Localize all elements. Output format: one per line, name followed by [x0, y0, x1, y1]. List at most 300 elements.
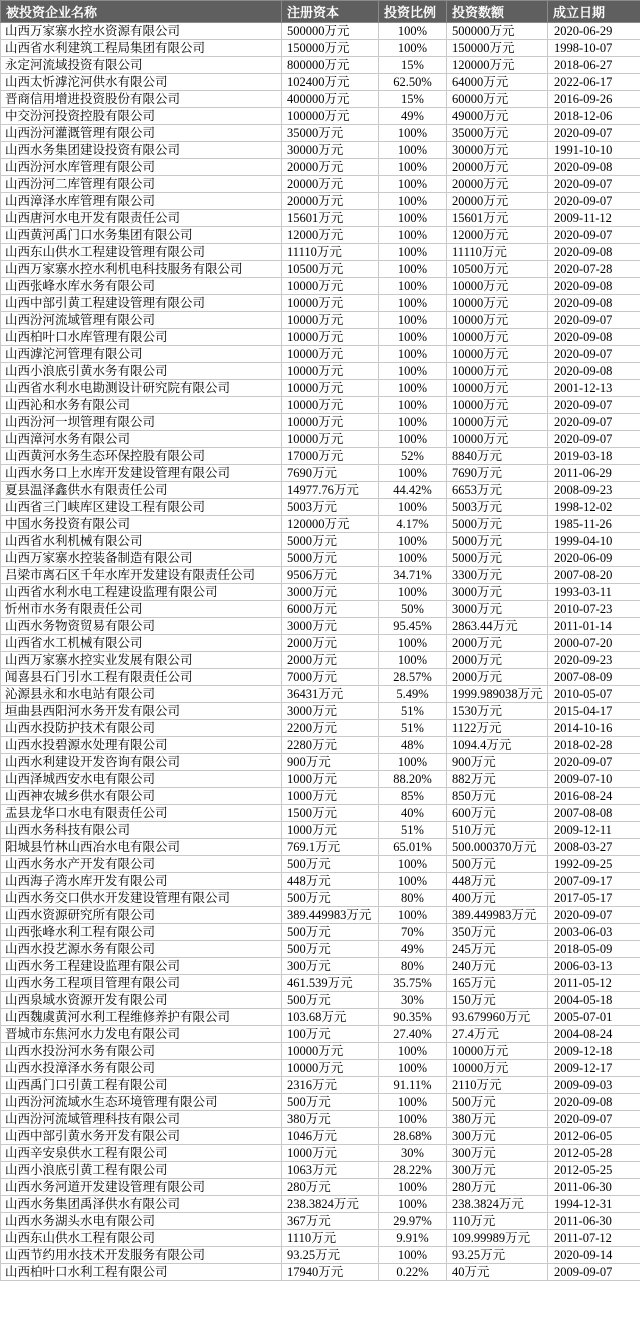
investment-ratio-cell: 28.68% — [379, 1128, 447, 1145]
registered-capital-cell: 2316万元 — [282, 1077, 379, 1094]
investment-amount-cell: 10000万元 — [447, 1060, 548, 1077]
investment-amount-cell: 10000万元 — [447, 380, 548, 397]
investment-amount-cell: 8840万元 — [447, 448, 548, 465]
established-date-cell: 2011-06-30 — [548, 1179, 640, 1196]
investment-ratio-cell: 100% — [379, 533, 447, 550]
established-date-cell: 2020-09-08 — [548, 159, 640, 176]
company-name-cell: 中交汾河投资控股有限公司 — [1, 108, 282, 125]
investment-amount-cell: 35000万元 — [447, 125, 548, 142]
table-row — [1, 1009, 640, 1026]
table-row — [1, 346, 640, 363]
investment-ratio-cell: 100% — [379, 380, 447, 397]
registered-capital-cell: 14977.76万元 — [282, 482, 379, 499]
company-name-cell: 山西滹沱河管理有限公司 — [1, 346, 282, 363]
investment-ratio-cell: 65.01% — [379, 839, 447, 856]
investment-ratio-cell: 100% — [379, 1179, 447, 1196]
company-name-cell: 山西水投防护技术有限公司 — [1, 720, 282, 737]
established-date-cell: 2018-02-28 — [548, 737, 640, 754]
established-date-cell: 2020-06-29 — [548, 23, 640, 40]
company-name-cell: 山西唐河水电开发有限责任公司 — [1, 210, 282, 227]
registered-capital-cell: 15601万元 — [282, 210, 379, 227]
company-name-cell: 山西柏叶口水利工程有限公司 — [1, 1264, 282, 1281]
investment-amount-cell: 3000万元 — [447, 584, 548, 601]
column-header-company-name: 被投资企业名称 — [1, 1, 282, 23]
registered-capital-cell: 20000万元 — [282, 193, 379, 210]
registered-capital-cell: 10000万元 — [282, 431, 379, 448]
company-name-cell: 山西汾河一坝管理有限公司 — [1, 414, 282, 431]
registered-capital-cell: 400000万元 — [282, 91, 379, 108]
investment-ratio-cell: 100% — [379, 363, 447, 380]
table-row — [1, 465, 640, 482]
established-date-cell: 2009-11-12 — [548, 210, 640, 227]
investment-amount-cell: 10000万元 — [447, 1043, 548, 1060]
investment-amount-cell: 109.99989万元 — [447, 1230, 548, 1247]
registered-capital-cell: 120000万元 — [282, 516, 379, 533]
established-date-cell: 2020-09-07 — [548, 907, 640, 924]
investment-amount-cell: 850万元 — [447, 788, 548, 805]
established-date-cell: 2009-12-11 — [548, 822, 640, 839]
company-name-cell: 山西东山供水工程建设管理有限公司 — [1, 244, 282, 261]
investment-amount-cell: 10000万元 — [447, 278, 548, 295]
established-date-cell: 2009-12-17 — [548, 1060, 640, 1077]
table-row — [1, 244, 640, 261]
investment-amount-cell: 20000万元 — [447, 159, 548, 176]
established-date-cell: 2017-05-17 — [548, 890, 640, 907]
established-date-cell: 2009-07-10 — [548, 771, 640, 788]
table-row — [1, 1213, 640, 1230]
investment-amount-cell: 1530万元 — [447, 703, 548, 720]
investment-ratio-cell: 100% — [379, 584, 447, 601]
registered-capital-cell: 20000万元 — [282, 159, 379, 176]
registered-capital-cell: 10000万元 — [282, 397, 379, 414]
investment-ratio-cell: 51% — [379, 720, 447, 737]
investment-ratio-cell: 100% — [379, 23, 447, 40]
investment-amount-cell: 600万元 — [447, 805, 548, 822]
established-date-cell: 2012-05-25 — [548, 1162, 640, 1179]
established-date-cell: 2010-07-23 — [548, 601, 640, 618]
registered-capital-cell: 380万元 — [282, 1111, 379, 1128]
investment-amount-cell: 2110万元 — [447, 1077, 548, 1094]
investment-amount-cell: 7690万元 — [447, 465, 548, 482]
table-row — [1, 652, 640, 669]
investment-amount-cell: 300万元 — [447, 1162, 548, 1179]
investment-amount-cell: 20000万元 — [447, 193, 548, 210]
registered-capital-cell: 12000万元 — [282, 227, 379, 244]
table-body — [1, 23, 640, 1281]
company-name-cell: 山西水务河道开发建设管理有限公司 — [1, 1179, 282, 1196]
table-row — [1, 227, 640, 244]
established-date-cell: 2020-09-07 — [548, 312, 640, 329]
company-name-cell: 山西水投碧源水处理有限公司 — [1, 737, 282, 754]
company-name-cell: 山西省水利建筑工程局集团有限公司 — [1, 40, 282, 57]
table-row — [1, 108, 640, 125]
investment-amount-cell: 1122万元 — [447, 720, 548, 737]
company-name-cell: 山西水务工程建设监理有限公司 — [1, 958, 282, 975]
table-row — [1, 278, 640, 295]
registered-capital-cell: 1500万元 — [282, 805, 379, 822]
registered-capital-cell: 10000万元 — [282, 329, 379, 346]
investment-amount-cell: 280万元 — [447, 1179, 548, 1196]
table-row — [1, 1145, 640, 1162]
investment-ratio-cell: 51% — [379, 703, 447, 720]
established-date-cell: 2006-03-13 — [548, 958, 640, 975]
investment-ratio-cell: 91.11% — [379, 1077, 447, 1094]
investment-ratio-cell: 34.71% — [379, 567, 447, 584]
table-row — [1, 380, 640, 397]
established-date-cell: 1985-11-26 — [548, 516, 640, 533]
company-name-cell: 山西水投汾河水务有限公司 — [1, 1043, 282, 1060]
investment-ratio-cell: 100% — [379, 414, 447, 431]
investment-ratio-cell: 28.22% — [379, 1162, 447, 1179]
company-name-cell: 闻喜县石门引水工程有限责任公司 — [1, 669, 282, 686]
established-date-cell: 2020-09-08 — [548, 278, 640, 295]
investment-amount-cell: 245万元 — [447, 941, 548, 958]
registered-capital-cell: 7000万元 — [282, 669, 379, 686]
registered-capital-cell: 1046万元 — [282, 1128, 379, 1145]
investment-amount-cell: 64000万元 — [447, 74, 548, 91]
registered-capital-cell: 100000万元 — [282, 108, 379, 125]
table-row — [1, 176, 640, 193]
table-row — [1, 907, 640, 924]
established-date-cell: 2011-05-12 — [548, 975, 640, 992]
established-date-cell: 2020-09-07 — [548, 414, 640, 431]
table-row — [1, 1094, 640, 1111]
table-row — [1, 1128, 640, 1145]
investment-amount-cell: 2000万元 — [447, 652, 548, 669]
company-name-cell: 山西泽城西安水电有限公司 — [1, 771, 282, 788]
investment-ratio-cell: 100% — [379, 261, 447, 278]
table-row — [1, 295, 640, 312]
table-row — [1, 1264, 640, 1281]
investment-amount-cell: 3000万元 — [447, 601, 548, 618]
established-date-cell: 2019-03-18 — [548, 448, 640, 465]
investment-ratio-cell: 88.20% — [379, 771, 447, 788]
investment-ratio-cell: 100% — [379, 312, 447, 329]
investment-ratio-cell: 100% — [379, 346, 447, 363]
investment-amount-cell: 30000万元 — [447, 142, 548, 159]
established-date-cell: 2020-09-08 — [548, 244, 640, 261]
table-row — [1, 431, 640, 448]
investment-ratio-cell: 50% — [379, 601, 447, 618]
registered-capital-cell: 389.449983万元 — [282, 907, 379, 924]
established-date-cell: 2018-06-27 — [548, 57, 640, 74]
table-row — [1, 448, 640, 465]
investment-ratio-cell: 100% — [379, 754, 447, 771]
registered-capital-cell: 500万元 — [282, 941, 379, 958]
investment-ratio-cell: 0.22% — [379, 1264, 447, 1281]
investment-ratio-cell: 100% — [379, 227, 447, 244]
investment-amount-cell: 500.000370万元 — [447, 839, 548, 856]
investment-ratio-cell: 100% — [379, 1196, 447, 1213]
established-date-cell: 2003-06-03 — [548, 924, 640, 941]
registered-capital-cell: 1110万元 — [282, 1230, 379, 1247]
table-row — [1, 363, 640, 380]
established-date-cell: 2009-12-18 — [548, 1043, 640, 1060]
investment-ratio-cell: 95.45% — [379, 618, 447, 635]
investment-ratio-cell: 90.35% — [379, 1009, 447, 1026]
table-row — [1, 210, 640, 227]
investment-ratio-cell: 100% — [379, 159, 447, 176]
investment-amount-cell: 5000万元 — [447, 550, 548, 567]
company-name-cell: 山西水务工程项目管理有限公司 — [1, 975, 282, 992]
table-row — [1, 533, 640, 550]
established-date-cell: 2018-12-06 — [548, 108, 640, 125]
company-name-cell: 山西省水利机械有限公司 — [1, 533, 282, 550]
registered-capital-cell: 17940万元 — [282, 1264, 379, 1281]
investment-amount-cell: 60000万元 — [447, 91, 548, 108]
investment-amount-cell: 12000万元 — [447, 227, 548, 244]
established-date-cell: 1994-12-31 — [548, 1196, 640, 1213]
established-date-cell: 2018-05-09 — [548, 941, 640, 958]
investment-amount-cell: 448万元 — [447, 873, 548, 890]
table-row — [1, 57, 640, 74]
company-name-cell: 山西张峰水利工程有限公司 — [1, 924, 282, 941]
registered-capital-cell: 2200万元 — [282, 720, 379, 737]
table-row — [1, 1026, 640, 1043]
investment-ratio-cell: 80% — [379, 890, 447, 907]
established-date-cell: 2010-05-07 — [548, 686, 640, 703]
established-date-cell: 2000-07-20 — [548, 635, 640, 652]
investment-ratio-cell: 100% — [379, 329, 447, 346]
registered-capital-cell: 10000万元 — [282, 1043, 379, 1060]
table-row — [1, 40, 640, 57]
investment-amount-cell: 6653万元 — [447, 482, 548, 499]
investment-ratio-cell: 100% — [379, 1247, 447, 1264]
established-date-cell: 2020-09-08 — [548, 329, 640, 346]
registered-capital-cell: 10000万元 — [282, 414, 379, 431]
table-row — [1, 1111, 640, 1128]
registered-capital-cell: 800000万元 — [282, 57, 379, 74]
registered-capital-cell: 1000万元 — [282, 771, 379, 788]
established-date-cell: 2020-09-23 — [548, 652, 640, 669]
established-date-cell: 2020-09-08 — [548, 295, 640, 312]
investment-ratio-cell: 100% — [379, 278, 447, 295]
registered-capital-cell: 10000万元 — [282, 346, 379, 363]
investment-amount-cell: 10000万元 — [447, 346, 548, 363]
company-name-cell: 山西水务水产开发有限公司 — [1, 856, 282, 873]
table-row — [1, 958, 640, 975]
investment-ratio-cell: 100% — [379, 431, 447, 448]
table-row — [1, 686, 640, 703]
investment-ratio-cell: 100% — [379, 40, 447, 57]
established-date-cell: 2016-09-26 — [548, 91, 640, 108]
registered-capital-cell: 100万元 — [282, 1026, 379, 1043]
table-row — [1, 1196, 640, 1213]
registered-capital-cell: 2280万元 — [282, 737, 379, 754]
company-name-cell: 山西水投艺源水务有限公司 — [1, 941, 282, 958]
investment-ratio-cell: 80% — [379, 958, 447, 975]
investment-ratio-cell: 48% — [379, 737, 447, 754]
company-name-cell: 山西水务交口供水开发建设管理有限公司 — [1, 890, 282, 907]
table-row — [1, 856, 640, 873]
established-date-cell: 2020-09-07 — [548, 176, 640, 193]
investment-ratio-cell: 100% — [379, 499, 447, 516]
company-name-cell: 山西汾河二库管理有限公司 — [1, 176, 282, 193]
registered-capital-cell: 280万元 — [282, 1179, 379, 1196]
established-date-cell: 2020-09-07 — [548, 431, 640, 448]
investment-ratio-cell: 100% — [379, 210, 447, 227]
established-date-cell: 2012-06-05 — [548, 1128, 640, 1145]
table-row — [1, 584, 640, 601]
established-date-cell: 1991-10-10 — [548, 142, 640, 159]
table-row — [1, 890, 640, 907]
investment-amount-cell: 2863.44万元 — [447, 618, 548, 635]
table-row — [1, 482, 640, 499]
column-header-registered-capital: 注册资本 — [282, 1, 379, 23]
registered-capital-cell: 11110万元 — [282, 244, 379, 261]
table-row — [1, 703, 640, 720]
established-date-cell: 2007-08-09 — [548, 669, 640, 686]
investment-amount-cell: 882万元 — [447, 771, 548, 788]
established-date-cell: 1998-12-02 — [548, 499, 640, 516]
established-date-cell: 2007-09-17 — [548, 873, 640, 890]
table-row — [1, 567, 640, 584]
investment-ratio-cell: 4.17% — [379, 516, 447, 533]
company-name-cell: 山西漳泽水库管理有限公司 — [1, 193, 282, 210]
company-name-cell: 山西水利建设开发咨询有限公司 — [1, 754, 282, 771]
company-name-cell: 山西汾河流域管理科技有限公司 — [1, 1111, 282, 1128]
registered-capital-cell: 3000万元 — [282, 618, 379, 635]
investment-amount-cell: 10000万元 — [447, 397, 548, 414]
registered-capital-cell: 10000万元 — [282, 363, 379, 380]
table-row — [1, 788, 640, 805]
table-row — [1, 1179, 640, 1196]
registered-capital-cell: 6000万元 — [282, 601, 379, 618]
table-row — [1, 635, 640, 652]
established-date-cell: 2020-09-07 — [548, 125, 640, 142]
registered-capital-cell: 103.68万元 — [282, 1009, 379, 1026]
registered-capital-cell: 10000万元 — [282, 312, 379, 329]
registered-capital-cell: 500万元 — [282, 924, 379, 941]
established-date-cell: 2020-09-14 — [548, 1247, 640, 1264]
table-row — [1, 159, 640, 176]
table-row — [1, 669, 640, 686]
investment-ratio-cell: 100% — [379, 1111, 447, 1128]
table-row — [1, 1043, 640, 1060]
investment-amount-cell: 15601万元 — [447, 210, 548, 227]
investment-amount-cell: 5003万元 — [447, 499, 548, 516]
investment-amount-cell: 2000万元 — [447, 669, 548, 686]
registered-capital-cell: 3000万元 — [282, 584, 379, 601]
investment-ratio-cell: 35.75% — [379, 975, 447, 992]
investment-ratio-cell: 15% — [379, 91, 447, 108]
company-name-cell: 中国水务投资有限公司 — [1, 516, 282, 533]
investment-ratio-cell: 9.91% — [379, 1230, 447, 1247]
investment-ratio-cell: 100% — [379, 193, 447, 210]
table-row — [1, 193, 640, 210]
investment-ratio-cell: 29.97% — [379, 1213, 447, 1230]
established-date-cell: 2020-07-28 — [548, 261, 640, 278]
investment-amount-cell: 49000万元 — [447, 108, 548, 125]
table-row — [1, 499, 640, 516]
table-row — [1, 1077, 640, 1094]
company-name-cell: 山西水资源研究所有限公司 — [1, 907, 282, 924]
investment-amount-cell: 27.4万元 — [447, 1026, 548, 1043]
registered-capital-cell: 500000万元 — [282, 23, 379, 40]
registered-capital-cell: 17000万元 — [282, 448, 379, 465]
company-name-cell: 山西省水工机械有限公司 — [1, 635, 282, 652]
table-row — [1, 1230, 640, 1247]
registered-capital-cell: 1063万元 — [282, 1162, 379, 1179]
company-name-cell: 山西万家寨水控水利机电科技服务有限公司 — [1, 261, 282, 278]
investment-ratio-cell: 44.42% — [379, 482, 447, 499]
column-header-established-date: 成立日期 — [548, 1, 640, 23]
investment-amount-cell: 10000万元 — [447, 312, 548, 329]
established-date-cell: 1993-03-11 — [548, 584, 640, 601]
established-date-cell: 2020-09-07 — [548, 397, 640, 414]
registered-capital-cell: 93.25万元 — [282, 1247, 379, 1264]
investment-amount-cell: 10000万元 — [447, 295, 548, 312]
registered-capital-cell: 10000万元 — [282, 1060, 379, 1077]
table-row — [1, 550, 640, 567]
registered-capital-cell: 2000万元 — [282, 635, 379, 652]
company-name-cell: 山西汾河流域水生态环境管理有限公司 — [1, 1094, 282, 1111]
investment-amount-cell: 93.25万元 — [447, 1247, 548, 1264]
investment-amount-cell: 150万元 — [447, 992, 548, 1009]
company-name-cell: 山西节约用水技术开发服务有限公司 — [1, 1247, 282, 1264]
established-date-cell: 2005-07-01 — [548, 1009, 640, 1026]
investment-ratio-cell: 40% — [379, 805, 447, 822]
company-name-cell: 山西汾河水库管理有限公司 — [1, 159, 282, 176]
column-header-investment-amount: 投资数额 — [447, 1, 548, 23]
table-row — [1, 941, 640, 958]
investment-ratio-cell: 100% — [379, 295, 447, 312]
investment-ratio-cell: 100% — [379, 856, 447, 873]
company-name-cell: 山西省水利水电勘测设计研究院有限公司 — [1, 380, 282, 397]
investment-amount-cell: 10500万元 — [447, 261, 548, 278]
investment-ratio-cell: 100% — [379, 1094, 447, 1111]
established-date-cell: 1999-04-10 — [548, 533, 640, 550]
registered-capital-cell: 30000万元 — [282, 142, 379, 159]
investment-ratio-cell: 30% — [379, 1145, 447, 1162]
investment-ratio-cell: 100% — [379, 550, 447, 567]
investment-amount-cell: 110万元 — [447, 1213, 548, 1230]
investment-amount-cell: 5000万元 — [447, 533, 548, 550]
investment-amount-cell: 10000万元 — [447, 414, 548, 431]
company-name-cell: 山西水务物资贸易有限公司 — [1, 618, 282, 635]
table-row — [1, 397, 640, 414]
table-row — [1, 618, 640, 635]
registered-capital-cell: 500万元 — [282, 1094, 379, 1111]
company-name-cell: 山西省水利水电工程建设监理有限公司 — [1, 584, 282, 601]
company-name-cell: 山西水务集团禹泽供水有限公司 — [1, 1196, 282, 1213]
investment-amount-cell: 150000万元 — [447, 40, 548, 57]
investment-ratio-cell: 85% — [379, 788, 447, 805]
company-name-cell: 山西水务集团建设投资有限公司 — [1, 142, 282, 159]
company-name-cell: 山西柏叶口水库管理有限公司 — [1, 329, 282, 346]
established-date-cell: 2011-01-14 — [548, 618, 640, 635]
company-name-cell: 山西魏虞黄河水利工程维修养护有限公司 — [1, 1009, 282, 1026]
investment-amount-cell: 165万元 — [447, 975, 548, 992]
established-date-cell: 1998-10-07 — [548, 40, 640, 57]
investment-amount-cell: 10000万元 — [447, 329, 548, 346]
company-name-cell: 山西中部引黄工程建设管理有限公司 — [1, 295, 282, 312]
investment-ratio-cell: 28.57% — [379, 669, 447, 686]
table-row — [1, 74, 640, 91]
registered-capital-cell: 10000万元 — [282, 278, 379, 295]
table-row — [1, 992, 640, 1009]
company-name-cell: 垣曲县西阳河水务开发有限公司 — [1, 703, 282, 720]
table-row — [1, 23, 640, 40]
company-name-cell: 山西万家寨水控水资源有限公司 — [1, 23, 282, 40]
investment-ratio-cell: 62.50% — [379, 74, 447, 91]
investment-ratio-cell: 100% — [379, 244, 447, 261]
table-row — [1, 1162, 640, 1179]
table-row — [1, 924, 640, 941]
company-name-cell: 山西水务湖头水电有限公司 — [1, 1213, 282, 1230]
registered-capital-cell: 3000万元 — [282, 703, 379, 720]
investment-ratio-cell: 100% — [379, 652, 447, 669]
